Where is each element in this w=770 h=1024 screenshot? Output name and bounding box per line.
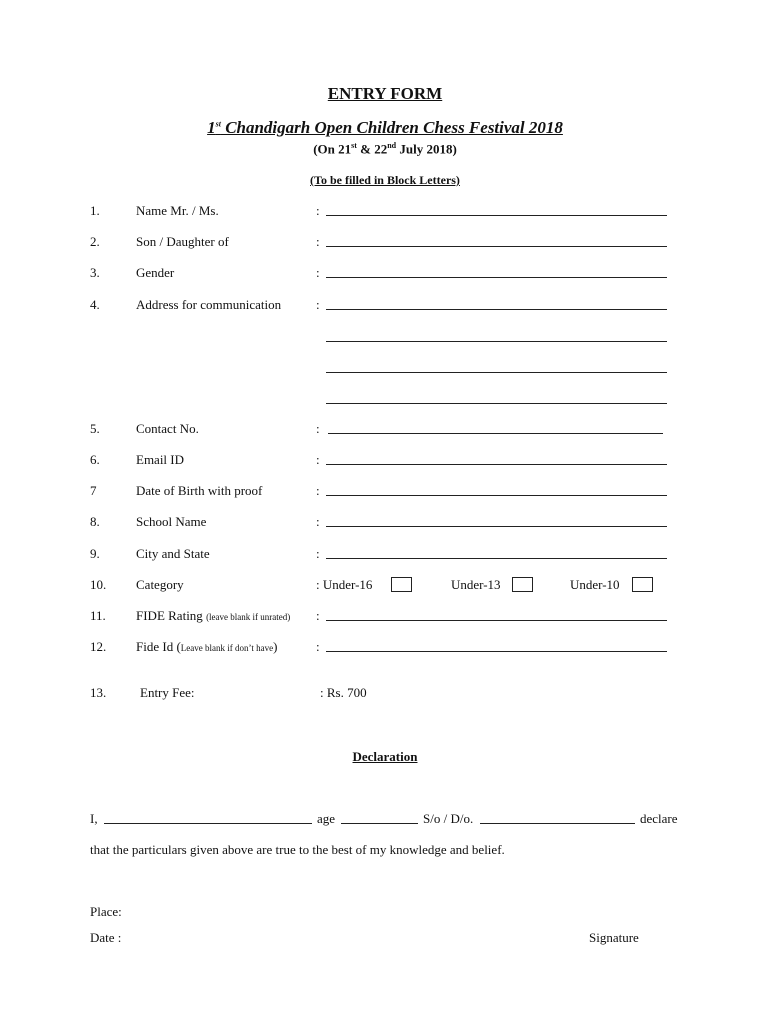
declaration-so-do-label: S/o / D/o. <box>423 811 474 826</box>
field-label-fide-id <box>136 639 277 655</box>
email-field[interactable] <box>326 464 667 465</box>
category-under-13-checkbox[interactable] <box>512 577 533 592</box>
field-label-parent: Son / Daughter of <box>136 234 229 249</box>
field-colon: : <box>316 452 320 467</box>
field-number: 1. <box>90 203 100 218</box>
category-under-16-checkbox[interactable] <box>391 577 412 592</box>
address-field-line-4[interactable] <box>326 403 667 404</box>
fill-instruction: (To be filled in Block Letters) <box>310 173 460 187</box>
field-colon: : <box>316 483 320 498</box>
field-label-name: Name Mr. / Ms. <box>136 203 219 218</box>
category-under-10-label: Under-10 <box>570 577 620 592</box>
address-field-line-3[interactable] <box>326 372 667 373</box>
fide-id-field[interactable] <box>326 651 667 652</box>
declarant-name-field[interactable] <box>104 823 312 824</box>
fide-id-label-end: ) <box>273 639 278 654</box>
field-colon: : <box>316 546 320 561</box>
field-colon: : <box>316 265 320 280</box>
dob-field[interactable] <box>326 495 667 496</box>
date-label: Date : <box>90 930 122 945</box>
place-label: Place: <box>90 904 122 919</box>
dates-sup: nd <box>387 141 397 150</box>
dates-sup: st <box>351 141 357 150</box>
field-label-entry-fee: Entry Fee: <box>140 685 195 700</box>
declaration-declare: declare <box>640 811 678 826</box>
event-dates <box>0 141 770 157</box>
dates-part: & 22 <box>356 141 388 157</box>
field-label-address: Address for communication <box>136 297 282 312</box>
fide-rating-hint: (leave blank if unrated) <box>206 612 291 622</box>
field-number: 12. <box>90 639 107 654</box>
signature-label: Signature <box>589 930 639 945</box>
declarant-age-field[interactable] <box>341 823 418 824</box>
field-label-fide-rating <box>136 608 290 624</box>
category-under-10-checkbox[interactable] <box>632 577 653 592</box>
field-number: 6. <box>90 452 100 467</box>
field-number: 2. <box>90 234 100 249</box>
field-label-category: Category <box>136 577 184 592</box>
dates-part: July 2018) <box>396 141 457 157</box>
contact-field[interactable] <box>328 433 663 434</box>
field-label-email: Email ID <box>136 452 185 467</box>
dates-part: (On 21 <box>313 141 352 157</box>
name-field[interactable] <box>326 215 667 216</box>
parent-name-field[interactable] <box>326 246 667 247</box>
school-field[interactable] <box>326 526 667 527</box>
field-colon: : <box>316 203 320 218</box>
gender-field[interactable] <box>326 277 667 278</box>
declarant-parent-field[interactable] <box>480 823 635 824</box>
city-state-field[interactable] <box>326 558 667 559</box>
field-number: 4. <box>90 297 100 312</box>
address-field-line-2[interactable] <box>326 341 667 342</box>
category-under-13-label: Under-13 <box>451 577 501 592</box>
form-title: ENTRY FORM <box>327 84 443 103</box>
event-ordinal: 1 <box>207 118 216 137</box>
fide-id-label: Fide Id ( <box>136 639 181 654</box>
field-number: 9. <box>90 546 100 561</box>
declaration-heading: Declaration <box>352 749 418 764</box>
field-colon: : <box>316 514 320 529</box>
declaration-age-label: age <box>317 811 336 826</box>
field-colon: : <box>316 639 320 654</box>
field-label-contact: Contact No. <box>136 421 199 436</box>
field-number: 5. <box>90 421 100 436</box>
field-number: 13. <box>90 685 107 700</box>
event-title <box>0 118 770 138</box>
field-label-dob: Date of Birth with proof <box>136 483 263 498</box>
field-colon: : <box>316 608 320 623</box>
field-number: 8. <box>90 514 100 529</box>
field-label-gender: Gender <box>136 265 175 280</box>
field-number: 7 <box>90 483 97 498</box>
event-ordinal-suffix: st <box>215 119 221 129</box>
fide-id-hint: Leave blank if don’t have <box>180 643 274 653</box>
declaration-statement: that the particulars given above are true to the best of my knowledge and belief. <box>90 842 505 857</box>
field-colon: : <box>316 234 320 249</box>
field-label-school: School Name <box>136 514 207 529</box>
entry-fee-value: : Rs. 700 <box>320 685 367 700</box>
category-under-16-label: : Under-16 <box>316 577 373 592</box>
field-colon: : <box>316 297 320 312</box>
fide-rating-field[interactable] <box>326 620 667 621</box>
address-field-line-1[interactable] <box>326 309 667 310</box>
declaration-i: I, <box>90 811 98 826</box>
field-number: 3. <box>90 265 100 280</box>
field-number: 11. <box>90 608 106 623</box>
fide-rating-label: FIDE Rating <box>136 608 203 623</box>
field-colon: : <box>316 421 320 436</box>
field-number: 10. <box>90 577 107 592</box>
field-label-city: City and State <box>136 546 210 561</box>
event-name: Chandigarh Open Children Chess Festival 2018 <box>220 118 563 137</box>
